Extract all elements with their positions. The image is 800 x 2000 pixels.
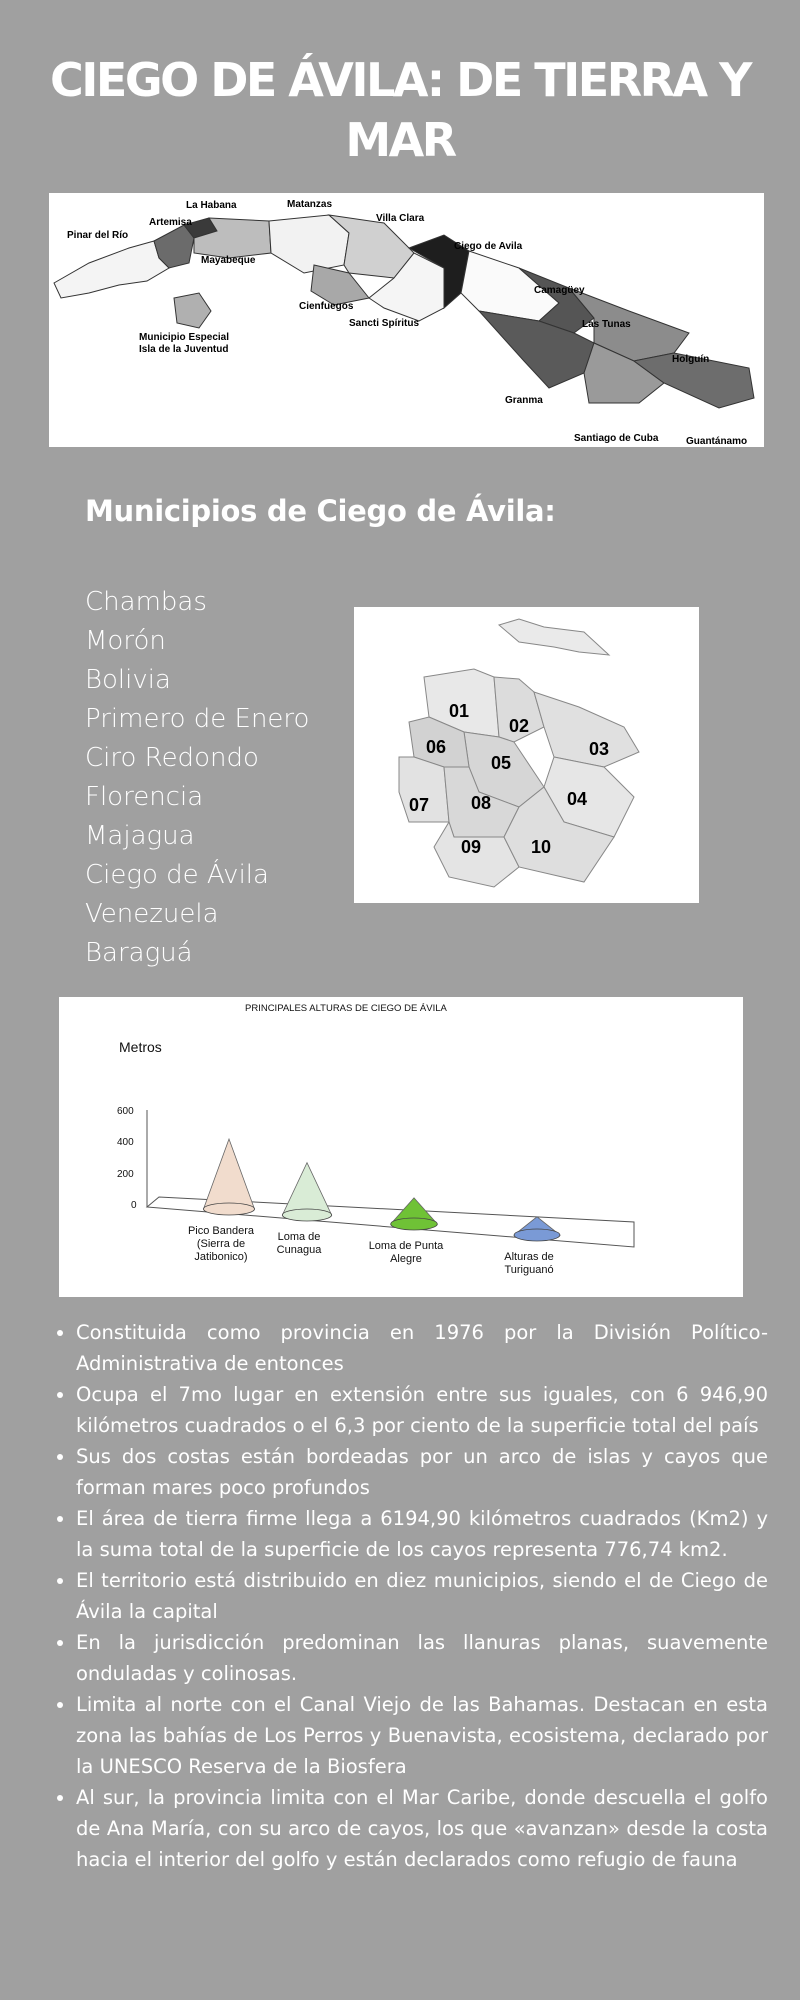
map-label: La Habana [186,200,237,211]
y-tick: 0 [131,1200,137,1211]
map-code: 01 [449,701,470,721]
chart-cone [514,1217,560,1241]
map-code: 02 [509,716,530,736]
map-label: Santiago de Cuba [574,433,659,444]
map-code: 05 [491,753,512,773]
map-code: 04 [567,789,588,809]
map-label: Las Tunas [582,319,631,330]
fact-item: • Sus dos costas están bordeadas por un arco de islas y cayos que forman mares poco profundos [76,1441,768,1503]
map-code: 06 [426,737,447,757]
fact-item: • Limita al norte con el Canal Viejo de las Bahamas. Destacan en esta zona las bahías de Los Perros y Buenavista, ecosistema, declarado por la UNESCO Reserva de la Biosfera [76,1689,768,1782]
chart-ylabel: Metros [119,1039,162,1055]
map-label: Ciego de Avila [454,241,523,252]
municipios-heading: Municipios de Ciego de Ávila: [85,494,556,528]
map-code: 08 [471,793,492,813]
map-code: 09 [461,837,482,857]
municipios-map [354,607,699,903]
municipio-item: Venezuela [85,899,219,929]
map-label: Guantánamo [686,436,748,447]
heights-chart [59,997,743,1297]
chart-title: PRINCIPALES ALTURAS DE CIEGO DE ÁVILA [245,1003,447,1014]
map-label: Mayabeque [201,255,256,266]
municipio-item: Bolivia [85,665,171,695]
map-label: Isla de la Juventud [139,344,229,355]
chart-cone [282,1163,331,1221]
province-pinar-del-rio [54,241,169,298]
chart-cone [391,1198,438,1230]
municipio-item: Florencia [85,782,204,812]
facts-list [56,1317,768,1875]
x-tick-label: Alturas de Turiguanó [504,1251,554,1276]
map-code: 10 [531,837,552,857]
y-tick: 600 [117,1106,134,1117]
municipio-item: Baraguá [85,938,193,968]
map-code: 07 [409,795,430,815]
province-matanzas [269,215,349,273]
x-tick-label: Loma de Punta Alegre [368,1240,444,1265]
fact-item: • El área de tierra firme llega a 6194,90 kilómetros cuadrados (Km2) y la suma total de la superficie de los cayos representa 776,74 km2. [76,1503,768,1565]
municipio-item: Ciego de Ávila [85,860,269,890]
municipio-item: Chambas [85,587,207,617]
map-code: 03 [589,739,610,759]
map-label: Camagüey [534,285,585,296]
map-label: Villa Clara [376,213,425,224]
page-title: CIEGO DE ÁVILA: DE TIERRA Y MAR [50,53,750,167]
isla-juventud [174,293,211,328]
x-tick-label: Pico Bandera (Sierra de Jatibonico) [187,1225,255,1263]
cuba-provinces-map [49,193,764,447]
map-label: Municipio Especial [139,332,230,343]
map-label: Pinar del Río [67,230,129,241]
chart-cone [204,1139,255,1215]
map-label: Cienfuegos [299,301,354,312]
municipios-list [85,583,309,973]
municipio-item: Morón [85,626,166,656]
map-label: Holguín [672,354,710,365]
municipio-item: Ciro Redondo [85,743,259,773]
municipio-item: Primero de Enero [85,704,310,734]
y-tick: 400 [117,1137,134,1148]
fact-item: • En la jurisdicción predominan las llanuras planas, suavemente onduladas y colinosas. [76,1627,768,1689]
map-label: Matanzas [287,199,333,210]
map-label: Granma [505,395,543,406]
map-label: Artemisa [149,217,192,228]
fact-item: • Constituida como provincia en 1976 por la División Político-Administrativa de entonces [76,1317,768,1379]
map-label: Sancti Spíritus [349,318,420,329]
fact-item: • El territorio está distribuido en diez municipios, siendo el de Ciego de Ávila la capital [76,1565,768,1627]
y-tick: 200 [117,1169,134,1180]
fact-item: • Al sur, la provincia limita con el Mar Caribe, donde descuella el golfo de Ana María, con su arco de cayos, los que «avanzan» desde la costa hacia el interior del golfo y están declarados como refugio de fauna [76,1782,768,1875]
municipio-item: Majagua [85,821,195,851]
fact-item: • Ocupa el 7mo lugar en extensión entre sus iguales, con 6 946,90 kilómetros cuadrados o el 6,3 por ciento de la superficie total del país [76,1379,768,1441]
x-tick-label: Loma de Cunagua [276,1231,322,1256]
